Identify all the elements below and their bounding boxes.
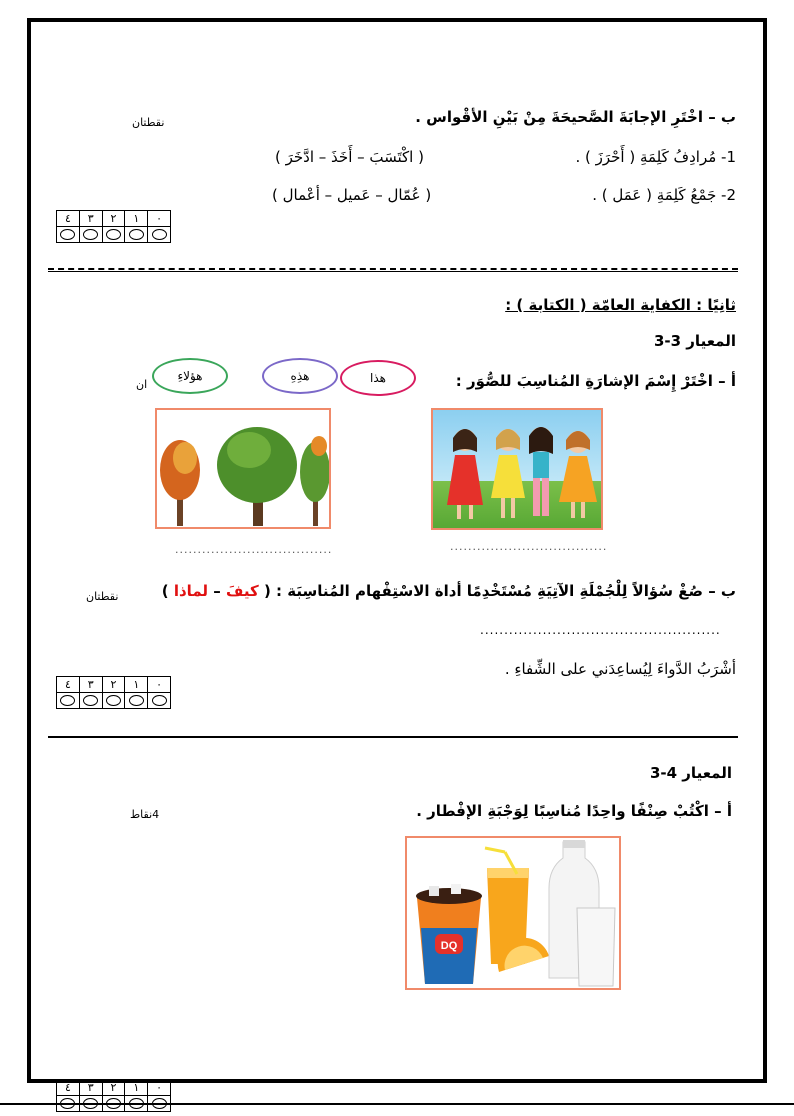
section-b-title: ب – اخْتَرِ الإجابَةَ الصَّحيحَةَ مِنْ بَيْنِ الأقْواس . [415, 108, 736, 126]
score-digit: ٠ [148, 211, 171, 227]
trees-picture [155, 408, 331, 529]
part-b-prefix: ب – صُغْ سُؤالاً لِلْجُمْلَةِ الآتِيَةِ مُسْتَخْدِمًا أداة الاسْتِفْهام المُناسِبَة : ( [263, 582, 736, 600]
option-separator: – [213, 582, 221, 600]
question-1: 1- مُرادِفُ كَلِمَةِ ( أَحْرَزَ ) . [575, 148, 736, 166]
score-circle[interactable] [79, 227, 102, 243]
girls-picture [431, 408, 603, 530]
score-digit: ٢ [102, 1080, 125, 1096]
page-border [27, 18, 767, 1083]
answer-blank-girls[interactable]: ................................... [450, 540, 608, 553]
score-digit: ٠ [148, 677, 171, 693]
criterion-33-label: المعيار 3-3 [653, 332, 736, 350]
score-circle[interactable] [148, 227, 171, 243]
oval-haulai[interactable] [152, 358, 228, 394]
oval-label: هؤلاءِ [177, 369, 203, 383]
score-digit: ٣ [79, 211, 102, 227]
score-circle[interactable] [79, 1096, 102, 1112]
score-circle[interactable] [125, 693, 148, 709]
section-divider [48, 268, 738, 272]
score-digit: ١ [125, 211, 148, 227]
oval-hadha[interactable] [340, 360, 416, 396]
question-1-options: ( اكْتَسَبَ – أَخَذَ – ادَّخَرَ ) [275, 148, 424, 166]
question-answer-line[interactable]: .................................................. [480, 623, 721, 637]
score-circle[interactable] [125, 227, 148, 243]
score-digit: ٤ [57, 1080, 80, 1096]
breakfast-illustration [407, 838, 621, 990]
section-divider-thin [48, 736, 738, 738]
score-circle[interactable] [125, 1096, 148, 1112]
cup-logo-text: DQ [440, 940, 458, 952]
score-digit: ٣ [79, 1080, 102, 1096]
question-2: 2- جَمْعُ كَلِمَةِ ( عَمَل ) . [592, 186, 736, 204]
score-circle[interactable] [148, 1096, 171, 1112]
question-2-options: ( عُمّال – عَميل – أعْمال ) [272, 186, 432, 204]
score-digit: ٢ [102, 211, 125, 227]
oval-hadhihi[interactable] [262, 358, 338, 394]
score-grid-3 [56, 1079, 171, 1112]
score-circle[interactable] [57, 227, 80, 243]
breakfast-picture [405, 836, 621, 990]
trees-illustration [157, 410, 331, 529]
oval-label: هذِهِ [290, 369, 310, 383]
score-digit: ٤ [57, 677, 80, 693]
score-circle[interactable] [102, 693, 125, 709]
score-digit: ٠ [148, 1080, 171, 1096]
section-two-heading: ثانِيًا : الكفاية العامّة ( الكتابة ) : [505, 296, 736, 314]
score-circle[interactable] [57, 693, 80, 709]
part-b-question [162, 582, 736, 600]
score-circle[interactable] [102, 227, 125, 243]
score-circle[interactable] [79, 693, 102, 709]
given-sentence: أشْرَبُ الدَّواءَ لِيُساعِدَني على الشِّفاءِ . [504, 660, 736, 678]
part-b-suffix: ) [161, 582, 169, 600]
score-circle[interactable] [148, 693, 171, 709]
criterion-33-question: أ – اخْتَرْ إِسْمَ الإشارَةِ المُناسِبَ للصُّوَر : [455, 372, 736, 390]
option-limadha: لماذا [173, 582, 209, 600]
criterion-34-points: 4نقاط [130, 808, 160, 821]
score-digit: ٢ [102, 677, 125, 693]
answer-blank-trees[interactable]: ................................... [175, 543, 333, 556]
score-circle[interactable] [102, 1096, 125, 1112]
section-b-points: نقطتان [132, 116, 165, 129]
score-digit: ٣ [79, 677, 102, 693]
score-digit: ١ [125, 677, 148, 693]
criterion-34-label: المعيار 4-3 [649, 764, 732, 782]
score-grid-2 [56, 676, 171, 709]
score-circle[interactable] [57, 1096, 80, 1112]
girls-illustration [433, 410, 603, 530]
score-digit: ١ [125, 1080, 148, 1096]
score-digit: ٤ [57, 211, 80, 227]
part-b-points: نقطتان [86, 590, 119, 603]
oval-label: هذا [370, 371, 386, 385]
criterion-34-question: أ – اكْتُبْ صِنْفًا واحِدًا مُناسِبًا لِوَجْبَةِ الإفْطار . [416, 802, 732, 820]
option-kayfa: كيفَ [225, 582, 259, 600]
score-grid-1 [56, 210, 171, 243]
points-fragment: ان [136, 378, 148, 391]
